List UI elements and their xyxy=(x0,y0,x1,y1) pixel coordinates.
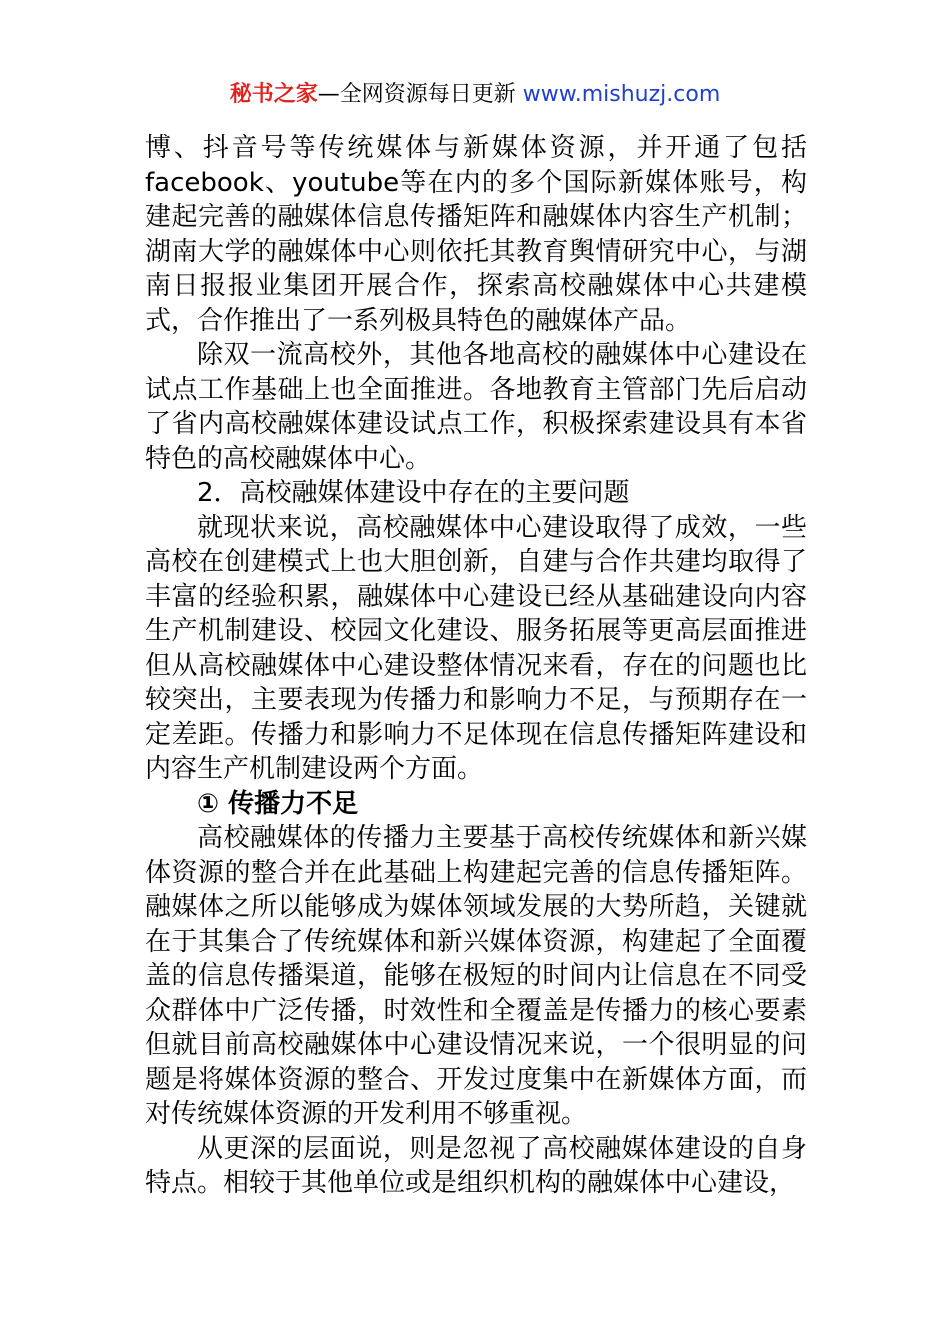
page-header xyxy=(0,80,950,110)
subheading: ① 传播力不足 xyxy=(197,788,359,819)
paragraph-2: 除双一流高校外，其他各地高校的融媒体中心建设在试点工作基础上也全面推进。各地教育主管部门先后启动了省内高校融媒体建设试点工作，积极探索建设具有本省特色的高校融媒体中心。 xyxy=(145,340,807,474)
document-body xyxy=(145,131,807,1201)
paragraph-4: 高校融媒体的传播力主要基于高校传统媒体和新兴媒体资源的整合并在此基础上构建起完善的信息传播矩阵。融媒体之所以能够成为媒体领域发展的大势所趋，关键就在于其集合了传统媒体和新兴媒体资源，构建起了全面覆盖的信息传播渠道，能够在极短的时间内让信息在不同受众群体中广泛传播，时效性和全覆盖是传播力的核心要素但就目前高校融媒体中心建设情况来说，一个很明显的问题是将媒体资源的整合、开发过度集中在新媒体方面，而对传统媒体资源的开发利用不够重视。 xyxy=(145,823,807,1129)
paragraph-5: 从更深的层面说，则是忽视了高校融媒体建设的自身特点。相较于其他单位或是组织机构的融媒体中心建设， xyxy=(145,1133,807,1198)
paragraph-1: 博、抖音号等传统媒体与新媒体资源，并开通了包括facebook、youtube等在内的多个国际新媒体账号，构建起完善的融媒体信息传播矩阵和融媒体内容生产机制；湖南大学的融媒体中心则依托其教育舆情研究中心，与湖南日报报业集团开展合作，探索高校融媒体中心共建模式，合作推出了一系列极具特色的融媒体产品。 xyxy=(145,133,807,336)
section-title: 2．高校融媒体建设中存在的主要问题 xyxy=(197,478,630,508)
header-tagline: —全网资源每日更新 xyxy=(317,82,516,107)
brand-name: 秘书之家 xyxy=(229,82,318,107)
paragraph-3: 就现状来说，高校融媒体中心建设取得了成效，一些高校在创建模式上也大胆创新，自建与合作共建均取得了丰富的经验积累，融媒体中心建设已经从基础建设向内容生产机制建设、校园文化建设、服务拓展等更高层面推进但从高校融媒体中心建设整体情况来看，存在的问题也比较突出，主要表现为传播力和影响力不足，与预期存在一定差距。传播力和影响力不足体现在信息传播矩阵建设和内容生产机制建设两个方面。 xyxy=(145,512,807,784)
header-url-link[interactable]: www.mishuzj.com xyxy=(522,82,721,107)
